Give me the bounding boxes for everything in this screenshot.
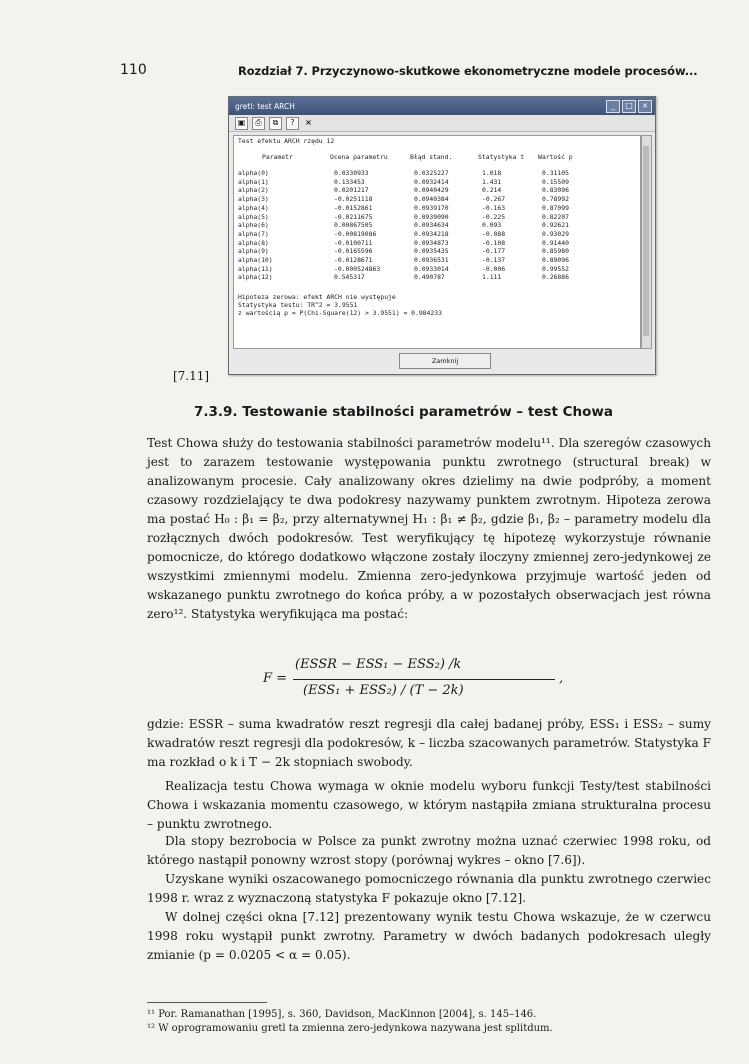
footnote-12: ¹² W oprogramowaniu gretl ta zmienna zero-jedynkowa nazywana jest splitdum. xyxy=(147,1023,553,1034)
hypothesis-line: Hipoteza zerowa: efekt ARCH nie występuje xyxy=(238,293,396,301)
fraction-bar xyxy=(293,679,555,680)
table-cell: 0.214 xyxy=(482,186,502,195)
table-cell: 0.15509 xyxy=(542,177,569,186)
page-number: 110 xyxy=(120,62,147,78)
formula xyxy=(263,657,563,703)
table-cell: alpha(2) xyxy=(238,186,269,195)
window-title: gretl: test ARCH xyxy=(235,101,295,111)
footnotes xyxy=(147,1008,711,1036)
table-cell: 0.0934873 xyxy=(414,238,449,247)
table-cell: 0.0932414 xyxy=(414,177,449,186)
table-cell: alpha(11) xyxy=(238,264,273,273)
formula-denominator: (ESS₁ + ESS₂) / (T − 2k) xyxy=(303,683,464,698)
minimize-icon[interactable]: _ xyxy=(606,100,620,113)
table-cell: -0.0165596 xyxy=(334,247,373,256)
table-cell: 0.0934634 xyxy=(414,221,449,230)
table-cell: -0.177 xyxy=(482,247,506,256)
close-icon[interactable]: × xyxy=(638,100,652,113)
table-cell: 0.78992 xyxy=(542,195,569,204)
gretl-window xyxy=(228,96,656,375)
column-header: Wartość p xyxy=(538,153,573,161)
close-button[interactable]: Zamknij xyxy=(399,353,491,369)
formula-tail: , xyxy=(559,671,564,686)
column-header: Statystyka t xyxy=(478,153,525,161)
table-cell: alpha(5) xyxy=(238,212,269,221)
table-cell: 0.92621 xyxy=(542,221,569,230)
table-cell: -0.225 xyxy=(482,212,506,221)
table-cell: alpha(7) xyxy=(238,229,269,238)
table-cell: alpha(12) xyxy=(238,273,273,282)
equation-ref: [7.11] xyxy=(173,369,210,383)
table-cell: 0.83096 xyxy=(542,186,569,195)
table-cell: 0.87099 xyxy=(542,203,569,212)
table-cell: 0.89096 xyxy=(542,256,569,264)
table-cell: -0.0251118 xyxy=(334,195,373,204)
table-cell: 0.0935435 xyxy=(414,247,449,256)
formula-lhs: F = xyxy=(263,671,288,686)
formula-numerator: (ESSR − ESS₁ − ESS₂) /k xyxy=(295,657,462,672)
table-cell: 1.018 xyxy=(482,169,502,177)
table-cell: alpha(6) xyxy=(238,221,269,230)
print-icon[interactable]: ⎙ xyxy=(252,117,265,130)
scrollbar[interactable] xyxy=(641,135,652,349)
table-cell: 0.0201217 xyxy=(334,186,369,195)
table-cell: alpha(9) xyxy=(238,247,269,256)
table-cell: alpha(3) xyxy=(238,195,269,204)
table-cell: 0.85980 xyxy=(542,247,569,256)
paragraph-2: gdzie: ESSR – suma kwadratów reszt regresji dla całej badanej próby, ESS₁ i ESS₂ – sumy kwadratów reszt regresji dla podokresów, k – liczba szacowanych parametrów. Statystyka F ma rozkład o k i T − 2k stopniach swobody. xyxy=(147,717,711,769)
table-cell: 0.0939090 xyxy=(414,212,449,221)
table-cell: 0.0940429 xyxy=(414,186,449,195)
save-icon[interactable]: ▣ xyxy=(235,117,248,130)
table-cell: alpha(4) xyxy=(238,203,269,212)
table-cell: 0.82207 xyxy=(542,212,569,221)
table-cell: 0.490787 xyxy=(414,273,445,282)
table-cell: 0.91440 xyxy=(542,238,569,247)
table-cell: 0.0940384 xyxy=(414,195,449,204)
table-cell: 1.111 xyxy=(482,273,502,282)
paragraph-4: Dla stopy bezrobocia w Polsce za punkt zwrotny można uznać czerwiec 1998 roku, od którego nastąpił ponowny wzrost stopy (porównaj wykres – okno [7.6]). xyxy=(147,834,711,867)
column-header: Parametr xyxy=(262,153,293,161)
table-cell: 1.431 xyxy=(482,177,502,186)
footnote-rule xyxy=(147,1002,267,1003)
maximize-icon[interactable]: □ xyxy=(622,100,636,113)
paragraph-1: Test Chowa służy do testowania stabilności parametrów modelu¹¹. Dla szeregów czasowych jest to zarazem testowanie występowania punktu zwrotnego (structural break) w analizowanym procesie. Cały analizowany okres dzielimy na dwie podpróby, a moment czasowy rozdzielający te dwa podokresy nazywamy punktem zwrotnym. Hipoteza zerowa ma postać H₀ : β₁ = β₂, przy alternatywnej H₁ : β₁ ≠ β₂, gdzie β₁, β₂ – parametry modelu dla rozłącznych dwóch podokresów. Test weryfikujący tę hipotezę wykorzystuje równanie pomocnicze, do którego dodatkowo włączone zostały iloczyny zmiennej zero-jedynkowej ze wszystkimi zmiennymi modelu. Zmienna zero-jedynkowa przyjmuje wartość jeden od wskazanego punktu zwrotnego do końca próby, a w pozostałych obserwacjach jest równa zero¹². Statystyka weryfikująca ma postać: xyxy=(147,436,711,621)
table-cell: -0.0128671 xyxy=(334,256,373,264)
table-cell: alpha(10) xyxy=(238,256,273,264)
table-cell: 0.0939170 xyxy=(414,203,449,212)
paragraph-6: W dolnej części okna [7.12] prezentowany wynik testu Chowa wskazuje, że w czerwcu 1998 roku wystąpił punkt zwrotny. Parametry w dwóch badanych podokresach uległy zmianie (p = 0.0205 < α = 0.05). xyxy=(147,910,711,962)
table-cell: 0.093 xyxy=(482,221,502,230)
running-title: Rozdział 7. Przyczynowo-skutkowe ekonometryczne modele procesów... xyxy=(238,64,698,78)
footnote-11: ¹¹ Por. Ramanathan [1995], s. 360, Davidson, MacKinnon [2004], s. 145–146. xyxy=(147,1009,537,1020)
pvalue-line: z wartością p = P(Chi-Square(12) > 3.9551) = 0.984233 xyxy=(238,309,442,317)
table-cell: alpha(0) xyxy=(238,169,269,177)
table-cell: -0.108 xyxy=(482,238,506,247)
table-cell: alpha(8) xyxy=(238,238,269,247)
table-cell: 0.93029 xyxy=(542,229,569,238)
table-cell: 0.0933014 xyxy=(414,264,449,273)
table-cell: 0.31105 xyxy=(542,169,569,177)
help-icon[interactable]: ? xyxy=(286,117,299,130)
table-cell: 0.26886 xyxy=(542,273,569,282)
table-cell: 0.0325227 xyxy=(414,169,449,177)
table-cell: -0.000524863 xyxy=(334,264,381,273)
table-cell: 0.0330933 xyxy=(334,169,369,177)
table-cell: -0.163 xyxy=(482,203,506,212)
table-cell: -0.088 xyxy=(482,229,506,238)
table-cell: 0.99552 xyxy=(542,264,569,273)
table-cell: -0.0100711 xyxy=(334,238,373,247)
test-heading: Test efektu ARCH rzędu 12 xyxy=(238,137,335,145)
table-cell: 0.0934218 xyxy=(414,229,449,238)
window-toolbar xyxy=(229,115,655,132)
paragraph-3: Realizacja testu Chowa wymaga w oknie modelu wyboru funkcji Testy/test stabilności Chowa i wskazania momentu czasowego, w którym nastąpiła zmiana strukturalna procesu – punktu zwrotnego. xyxy=(147,779,711,831)
column-header: Błąd stand. xyxy=(410,153,453,161)
table-cell: -0.0152861 xyxy=(334,203,373,212)
copy-icon[interactable]: ⧉ xyxy=(269,117,282,130)
window-titlebar xyxy=(229,97,655,115)
table-cell: 0.133453 xyxy=(334,177,365,186)
table-cell: alpha(1) xyxy=(238,177,269,186)
column-header: Ocena parametru xyxy=(330,153,388,161)
table-cell: -0.267 xyxy=(482,195,506,204)
output-text[interactable] xyxy=(233,135,641,349)
table-cell: -0.137 xyxy=(482,256,506,264)
table-cell: -0.00819086 xyxy=(334,229,377,238)
table-cell: -0.006 xyxy=(482,264,506,273)
close-doc-icon[interactable]: × xyxy=(305,117,312,127)
table-cell: 0.545317 xyxy=(334,273,365,282)
section-title: 7.3.9. Testowanie stabilności parametrów – test Chowa xyxy=(194,404,613,420)
table-cell: 0.00867505 xyxy=(334,221,373,230)
table-cell: 0.0936531 xyxy=(414,256,449,264)
table-cell: -0.0211675 xyxy=(334,212,373,221)
statistic-line: Statystyka testu: TR^2 = 3.9551 xyxy=(238,301,358,309)
paragraph-5: Uzyskane wyniki oszacowanego pomocniczego równania dla punktu zwrotnego czerwiec 1998 r. wraz z wyznaczoną statystyka F pokazuje okno [7.12]. xyxy=(147,872,711,905)
